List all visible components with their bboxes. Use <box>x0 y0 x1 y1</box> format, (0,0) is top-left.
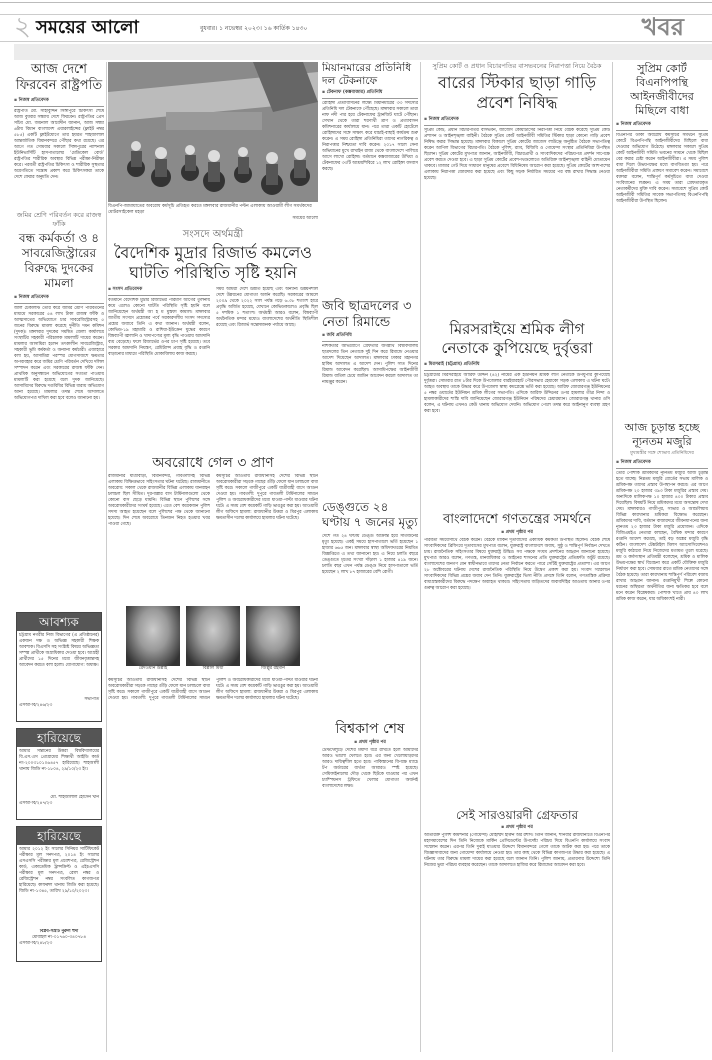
headline: অবরোধে গেল ৩ প্রাণ <box>152 455 274 471</box>
victim-photo <box>126 606 180 672</box>
column-divider <box>612 62 613 1052</box>
body-text: রাজধানীর যাত্রাবাড়ী, বিমানবন্দর, গাবতলীসহ বিভিন্ন এলাকায় বিক্ষিপ্তভাবে সহিংসতার ঘটনা ঘটেছে। রাজধানীতে অবরোধ: সকাল থেকে রাজধানীর বিভিন্ন এলাকায় যানবাহন চলাচল ছিল সীমিত। দূরপাল্লার বাস টার্মিনালগুলো থেকে কোনো বাস ছেড়ে যায়নি। বিভিন্ন স্থানে পুলিশের সঙ্গে অবরোধকারীদের সংঘর্ষ হয়েছে। এতে বেশ কয়েকজন পুলিশ সদস্য আহত হয়েছেন বলে পুলিশের পক্ষ থেকে জানানো হয়েছে। দিন শেষে অবরোধে তিনজন নিহত হওয়ার খবর পাওয়া গেছে। <box>108 474 210 527</box>
section-name: খবর <box>641 13 684 41</box>
article-blockade <box>108 454 318 918</box>
article-worldcup <box>322 720 418 948</box>
kicker: মুখ্যমন্ত্রীর সঙ্গে শোভাব প্রতিনিধিদের <box>630 451 694 456</box>
byline: ▪ নিজস্ব প্রতিবেদক <box>616 122 708 128</box>
body-text: জাল চেকলিস্ট তৈরি করে জমির শ্রেণি পরিবর্তনের মাধ্যমে সরকারের ৫৪ লাখ টাকা রাজস্ব ফাঁকি ও আত্মসাতের অভিযোগে চার সাবরেজিস্ট্রারসহ ৫ জনের বিরুদ্ধে মামলা করেছে দুর্নীতি দমন কমিশন (দুদক)। মঙ্গলবার দুদকের সমন্বিত জেলা কার্যালয়ে সংস্থাটির সহকারী পরিচালক মামলাটি দায়ের করেন। মামলার আসামিরা হলেন তৎকালীন সাবরেজিস্ট্রার, সহকারী ভূমি কর্মকর্তা ও অন্যান্য কর্মচারী। এজাহারে বলা হয়, আসামিরা পরস্পর যোগসাজশে ক্ষমতার অপব্যবহার করে জমির শ্রেণি পরিবর্তন দেখিয়ে দলিল সম্পাদন করেন এবং সরকারের রাজস্ব ফাঁকি দেন। প্রাথমিক অনুসন্ধানে অভিযোগের সত্যতা পাওয়ায় মামলাটি করা হয়েছে বলে দুদক জানিয়েছে। আসামিদের বিরুদ্ধে দণ্ডবিধির বিভিন্ন ধারায় অভিযোগ আনা হয়েছে। মামলার তদন্ত শেষে আদালতে অভিযোগপত্র দাখিল করা হবে বলেও জানানো হয়। <box>14 306 104 401</box>
headline: বিশ্বকাপ শেষ <box>335 721 405 737</box>
article-dengue <box>322 500 418 714</box>
page-number: ২ <box>14 12 31 42</box>
victim-photo <box>186 606 240 672</box>
portrait-name: রেদওয়ান উল্লাহ <box>138 666 168 671</box>
divider <box>322 98 418 99</box>
photo-credit: সময়ের আলো <box>292 216 318 221</box>
caption-text: বিএনপি-জামায়াতের অবরোধ কর্মসূচি প্রতিহত করতে মঙ্গলবার রাজধানীর পল্টন এলাকায় আওয়ামী লীগ সমর্থকদের মোটরসাইকেল মহড়া <box>108 204 312 215</box>
headline: সুপ্রিম কোর্ট বিএনপিপন্থি আইনজীবীদের মিছিলে বাধা <box>630 62 694 117</box>
left-column <box>14 62 104 1056</box>
byline: ▪ জবি প্রতিনিধি <box>322 333 418 339</box>
body-text: বর্তমানে বৈদেশিক মুদ্রার রিজার্ভের পরিমাণ আগের তুলনায় কমে এলেও কোনো ঘাটতি পরিস্থিতি সৃষ্টি হয়নি বলে জানিয়েছেন অর্থমন্ত্রী আ হ ম মুস্তফা কামাল। মঙ্গলবার জাতীয় সংসদে প্রশ্নোত্তর পর্বে সরকারদলীয় সংসদ সদস্যের প্রশ্নের জবাবে তিনি এ কথা জানান। অর্থমন্ত্রী বলেন, কোভিড-১৯ মহামারি ও রাশিয়া-ইউক্রেন যুদ্ধের কারণে বিশ্বব্যাপী জ্বালানি ও খাদ্যপণ্যের মূল্য বৃদ্ধি পাওয়ায় আমদানি ব্যয় বেড়েছে। ফলে রিজার্ভের ওপর চাপ সৃষ্টি হয়েছে। তবে সরকার আমদানি নিয়ন্ত্রণ, রেমিট্যান্স প্রবাহ বৃদ্ধি ও রপ্তানি বাড়ানোর মাধ্যমে পরিস্থিতি মোকাবিলায় কাজ করছে। <box>108 298 210 357</box>
body-text: দেশে গত ২৪ ঘণ্টায় ডেঙ্গু আক্রান্ত হয়ে সাতজনের মৃত্যু হয়েছে। একই সময়ে হাসপাতালে ভর্তি হয়েছেন ১ হাজার ৬৬৫ জন। মঙ্গলবার স্বাস্থ্য অধিদফতরের নিয়মিত বিজ্ঞপ্তিতে এ তথ্য জানানো হয়। এ নিয়ে চলতি বছরে ডেঙ্গুতে মৃতের সংখ্যা দাঁড়াল ১ হাজার ৪১৯ জনে। চলতি বছর এখন পর্যন্ত ডেঙ্গু নিয়ে হাসপাতালে ভর্তি হয়েছেন ২ লাখ ৮৭ হাজারের বেশি রোগী। <box>322 534 418 575</box>
lead-photo <box>108 62 318 202</box>
classified-heading: আবশ্যক <box>17 613 101 631</box>
body-text: নাশকতার অভিযোগে গ্রেফতার জগন্নাথ বিশ্ববিদ্যালয় ছাত্রদলের তিন নেতাকে দুই দিন করে রিমান্ডে নেওয়ার আদেশ দিয়েছেন আদালত। মঙ্গলবার ঢাকার মহানগর হাকিম আদালত এ আদেশ দেন। পুলিশ সাত দিনের রিমান্ড আবেদন করেছিল। আসামিপক্ষের আইনজীবী রিমান্ড বাতিল চেয়ে জামিন আবেদন করলে আদালত তা নামঞ্জুর করেন। <box>322 344 418 385</box>
divider <box>322 341 418 342</box>
article-land <box>14 211 104 606</box>
headline: বৈদেশিক মুদ্রার রিজার্ভ কমলেও ঘাটতি পরিস্থিতি সৃষ্টি হয়নি <box>113 243 313 282</box>
body-text: সুপ্রিম কোর্ট, প্রধান বিচারপতির বাসভবন, জাজেস কোয়ার্টার্সের নিরাপত্তা নিয়ে বৈঠক করেছে সুপ্রিম কোর্ট প্রশাসন ও আইনশৃঙ্খলা বাহিনী। বৈঠকে সুপ্রিম কোর্ট আইনজীবী সমিতির স্টিকার ছাড়া কোনো গাড়ি প্রবেশ নিষিদ্ধ করার সিদ্ধান্ত হয়েছে। মঙ্গলবার বিকালে সুপ্রিম কোর্টের জাজেস লাউঞ্জে অনুষ্ঠিত বৈঠকে সভাপতিত্ব করেন আপিল বিভাগের বিচারপতি। বৈঠকে পুলিশ, র‍্যাব, বিজিবি ও গোয়েন্দা সংস্থার প্রতিনিধিরা উপস্থিত ছিলেন। সুপ্রিম কোর্টের মুখপাত্র জানান, আইনজীবী, বিচারপ্রার্থী ও সাংবাদিকদের পরিচয়পত্র প্রদর্শন সাপেক্ষে প্রবেশ করতে দেওয়া হবে। এ ছাড়া সুপ্রিম কোর্টের প্রবেশপথগুলোতে অতিরিক্ত আইনশৃঙ্খলা বাহিনী মোতায়েন থাকবে। মাজার গেট দিয়ে সাধারণ মানুষের প্রবেশে বিধিনিষেধ আরোপ করা হয়েছে। সুপ্রিম কোর্টের আশপাশের এলাকায় নিরাপত্তা জোরদার করা হয়েছে এবং কিছু সড়ক নির্ধারিত সময়ের পর বন্ধ রাখার সিদ্ধান্ত নেওয়া হয়েছে। <box>424 128 610 181</box>
article-myanmar <box>322 62 418 293</box>
byline: ▪ নিজস্ব প্রতিবেদক <box>616 460 708 466</box>
divider <box>108 295 210 296</box>
article-arrest <box>424 808 610 965</box>
headline: বারের স্টিকার ছাড়া গাড়ি প্রবেশ নিষিদ্ধ <box>437 73 597 112</box>
headline: মিয়ানমারের প্রতিনিধি দল টেকনাফে <box>322 62 412 87</box>
divider <box>14 303 104 304</box>
continued-label: ▪ প্রথম পৃষ্ঠার পর <box>424 825 610 831</box>
portrait-image <box>126 606 180 666</box>
portrait-image <box>186 606 240 666</box>
body-text: পরিবর্তী সময়েসাথে বৈঠক করেন। বৈঠকে মার্কিন দূতাবাসের একাধিক কর্মকর্তা উপস্থিত ছিলেন। বৈঠক শেষে সাংবাদিকদের ব্রিফিংয়ে দূতাবাসের মুখপাত্র বলেন, যুক্তরাষ্ট্র বাংলাদেশে অবাধ, সুষ্ঠু ও শান্তিপূর্ণ নির্বাচন দেখতে চায়। রাজনৈতিক সহিংসতার বিষয়ে যুক্তরাষ্ট্র উদ্বিগ্ন। সব পক্ষকে সংযম প্রদর্শনের আহ্বান জানানো হয়েছে। মুখপাত্র আরও বলেন, গণতন্ত্র, মানবাধিকার ও আইনের শাসনের প্রতি যুক্তরাষ্ট্রের প্রতিশ্রুতি অটুট রয়েছে। বাংলাদেশের জনগণ যেন স্বাধীনভাবে তাদের নেতা নির্বাচন করতে পারে সেটিই যুক্তরাষ্ট্রের প্রত্যাশা। এর আগে ২৮ অক্টোবরের ঘটনায় দেশের রাজনৈতিক পরিস্থিতি নিয়ে উদ্বেগ প্রকাশ করা হয়। সংবাদ সম্মেলনে সাংবাদিকদের বিভিন্ন প্রশ্নের জবাব দেন তিনি। যুক্তরাষ্ট্রের ভিসা নীতি প্রসঙ্গে তিনি বলেন, গণতান্ত্রিক প্রক্রিয়া বাধাগ্রস্তকারীদের বিরুদ্ধে পদক্ষেপ অব্যাহত থাকবে। সহিংসতায় জড়িতদের জবাবদিহির আওতায় আনার ওপর গুরুত্ব আরোপ করা হয়েছে। <box>424 538 610 591</box>
body-text: টেস্টখেলুড়ে দেশের মর্যাদা ধরে রাখতে হলে আমাদের আরও ভালো খেলতে হবে। এর জন্য খেলোয়াড়দের আরও দায়িত্বশীল হতে হবে। পাকিস্তানের বিপক্ষে ম্যাচে টপ অর্ডারের ব্যর্থতা আবারও স্পষ্ট হয়েছে। সেমিফাইনালের দৌড় থেকে ছিটকে যাওয়ার পর এখন চ্যাম্পিয়নস ট্রফিতে খেলার যোগ্যতা অর্জনই বাংলাদেশের লক্ষ্য। <box>322 748 418 789</box>
body-text: অতিরিক্ত পুলিশ কমিশনার (গোয়েন্দা) মোহাম্মদ হারুন অর রশীদ। তিনি জানান, শনিবার রাজধানীতে বিএনপির মহাসমাবেশের দিন তিনি নিজেকে মার্কিন প্রেসিডেন্টের উপদেষ্টা পরিচয় দিয়ে বিএনপি কার্যালয়ে সংবাদ সম্মেলন করেন। এরপর তিনি দুবাই যাওয়ার উদ্দেশে বিমানবন্দরে গেলে তাকে আটক করা হয়। পরে তাকে জিজ্ঞাসাবাদের জন্য গোয়েন্দা কার্যালয়ে নেওয়া হয়। তার কাছ থেকে বিভিন্ন কাগজপত্র উদ্ধার করা হয়েছে। এ ঘটনায় তার বিরুদ্ধে মামলা দায়ের করা হয়েছে বলে জানান তিনি। পুলিশ জানায়, প্রতারণার উদ্দেশ্যে তিনি নিজের ভুয়া পরিচয় ব্যবহার করেছেন। তাকে আদালতে হাজির করে রিমান্ডের আবেদন করা হবে। <box>424 833 610 868</box>
kicker: সংসদে অর্থমন্ত্রী <box>182 229 244 240</box>
body-text: বিএনপির ডাকা অবরোধ কর্মসূচির সমর্থনে সুপ্রিম কোর্টে বিএনপিপন্থি আইনজীবীদের মিছিলে বাধা দেওয়ার অভিযোগ উঠেছে। মঙ্গলবার সকালে সুপ্রিম কোর্ট আইনজীবী সমিতি ভবনের সামনে থেকে মিছিল বের করার চেষ্টা করেন আইনজীবীরা। এ সময় পুলিশ বাধা দিলে উভয়পক্ষের মধ্যে বাগবিতণ্ডা হয়। পরে আইনজীবীরা সমিতি প্রাঙ্গণে সমাবেশ করেন। সমাবেশে বক্তারা বলেন, শান্তিপূর্ণ কর্মসূচিতে বাধা দেওয়া সংবিধানের লঙ্ঘন। এ সময় তারা গ্রেফতারকৃত নেতাকর্মীদের মুক্তি দাবি করেন। সমাবেশে সুপ্রিম কোর্ট আইনজীবী সমিতির সাবেক সভাপতিসহ বিএনপিপন্থি আইনজীবীরা উপস্থিত ছিলেন। <box>616 133 708 204</box>
byline: ▪ টেকনাফ (কক্সবাজার) প্রতিনিধি <box>322 90 418 96</box>
article-jabi <box>322 299 418 494</box>
classified-body: আমার সন্তানের উত্তরা বিশ্ববিদ্যালয়ের বি.এস.এস প্রোগ্রামের শিক্ষার্থী আইডি কার্ড নং-২০০৩১০১০৬৪৫৭ হারিয়েছে। শাহআলী থানায় জিডি নং-১৮০৪, ২৯/১০/২৩ ইং। <box>19 749 99 772</box>
header-grey-bar <box>14 44 712 60</box>
classified-signoff: সভাপতি <box>84 697 99 702</box>
headline: ডেঙ্গুতে ২৪ ঘণ্টায় ৭ জনের মৃত্যু <box>322 500 418 529</box>
body-text: রোহিঙ্গা প্রত্যাবাসনের লক্ষ্যে মিয়ানমারের ৩৩ সদস্যের প্রতিনিধি দল টেকনাফে পৌঁছেছে। মঙ্গলবার সকালে তারা নাফ নদী পার হয়ে টেকনাফের ট্রানজিট ঘাটে পৌঁছান। সেখান থেকে তারা শরণার্থী ত্রাণ ও প্রত্যাবাসন কমিশনারের কার্যালয়ে যান। পরে তারা একটি হোটেলে রোহিঙ্গাদের সঙ্গে সাক্ষাৎ করে যাচাই-বাছাই কার্যক্রম শুরু করেন। এ সময় রোহিঙ্গা প্রতিনিধিরা তাদের নাগরিকত্ব ও নিরাপত্তার নিশ্চয়তা দাবি করেন। ২০১৭ সালে সেনা অভিযানের মুখে রাখাইন রাজ্য থেকে বাংলাদেশে পালিয়ে আসে লাখো রোহিঙ্গা। বর্তমানে কক্সবাজারের উখিয়া ও টেকনাফের ৩৩টি আশ্রয়শিবিরে ১২ লাখ রোহিঙ্গা বসবাস করছে। <box>322 101 418 172</box>
body-text: তৈরি পোশাক শ্রমিকদের ন্যূনতম মজুরি আজ চূড়ান্ত হতে যাচ্ছে। নিম্নতম মজুরি বোর্ডের সভায় মালিক ও শ্রমিকপক্ষ তাদের প্রস্তাব উপস্থাপন করবে। এর আগে শ্রমিকপক্ষ ২০ হাজার ৩৯৩ টাকা মজুরির প্রস্তাব দেয়। অন্যদিকে মালিকপক্ষ ১০ হাজার ৪০০ টাকার প্রস্তাব দিয়েছিল। বিষয়টি নিয়ে শ্রমিকদের মধ্যে অসন্তোষ দেখা দেয়। মঙ্গলবারও গাজীপুর, সাভার ও আশুলিয়ায় বিভিন্ন কারখানার শ্রমিকরা বিক্ষোভ করেছেন। শ্রমিকদের দাবি, বর্তমান বাজারদরে জীবনযাপনের জন্য ন্যূনতম ২৩ হাজার টাকা মজুরি প্রয়োজন। এদিকে বিজিএমইএ নেতারা বলছেন, বৈশ্বিক মন্দার কারণে রপ্তানি আদেশ কমেছে, তাই বড় অঙ্কের মজুরি বৃদ্ধি কঠিন। বাংলাদেশ টেক্সটাইল মিলস অ্যাসোসিয়েশনও মজুরি কাঠামো নিয়ে নিজেদের মতামত তুলে ধরেছে। শ্রম ও কর্মসংস্থান প্রতিমন্ত্রী বলেছেন, শ্রমিক ও মালিক উভয়পক্ষের স্বার্থ বিবেচনা করে একটি যৌক্তিক মজুরি নির্ধারণ করা হবে। সোমবার রাতে শ্রমিক নেতাদের সঙ্গে বৈঠক হয়েছে। তারা কারখানায় শান্তিপূর্ণ পরিবেশ বজায় রাখার আহ্বান জানান। রপ্তানিমুখী শিল্পে কোনো ধরনের অস্থিরতা অর্থনীতির জন্য ক্ষতিকর হবে বলে মনে করেন বিশ্লেষকরা। পোশাক খাতে প্রায় ৪০ লাখ শ্রমিক কাজ করেন, যার অধিকাংশই নারী। <box>616 471 708 602</box>
victim-photos <box>108 606 318 672</box>
divider <box>14 106 104 107</box>
headline: বাংলাদেশে গণতন্ত্রের সমর্থনে <box>442 512 592 527</box>
classified-contact: মোবাইল নং-০১৭৬০-৩৪০৭৮৪ <box>31 935 87 940</box>
article-mirsharai <box>424 320 610 505</box>
centre-left-column <box>108 62 318 1056</box>
divider <box>424 125 610 126</box>
divider <box>616 130 708 131</box>
article-bnp-lawyers <box>616 62 708 415</box>
article-sticker <box>424 62 610 314</box>
classified-ref: এসআ-বি/২৪৭/২৩ <box>19 801 53 806</box>
classified-signoff: মো. শাহজালাল হোসেন খান <box>50 795 99 800</box>
classified-heading: হারিয়েছে <box>17 729 101 747</box>
top-rule <box>0 2 712 3</box>
divider <box>424 370 610 371</box>
byline: ▪ নিজস্ব প্রতিবেদক <box>14 295 104 301</box>
classified-ref: এসআ-বি/২৪৮/২৩ <box>19 941 53 946</box>
column-divider <box>106 62 107 1052</box>
article-reserve <box>108 228 318 448</box>
kicker: সুপ্রিম কোর্ট ও প্রধান বিচারপতির বাসভবনের নিরাপত্তা নিয়ে বৈঠক <box>432 62 602 70</box>
continued-label: ▪ প্রথম পৃষ্ঠার পর <box>322 740 418 746</box>
classified-body: চট্টগ্রাম নগরীর নিজ বিভাগের (এ প্রতিষ্ঠানের) একজন দক্ষ ও অভিজ্ঞ সহকারী শিক্ষক আবশ্যক। বিএসসি সহ সংশ্লিষ্ট বিষয়ে অভিজ্ঞতা সম্পন্ন প্রার্থীকে অগ্রাধিকার দেওয়া হবে। আগ্রহী প্রার্থীদের ১৫ দিনের মধ্যে জীবনবৃত্তান্তসহ আবেদন করতে বলা হলো। যোগাযোগ: অধ্যক্ষ। <box>19 633 99 668</box>
article-president <box>14 62 104 205</box>
headline: আজ চূড়ান্ত হচ্ছে ন্যূনতম মজুরি <box>624 421 700 448</box>
headline: সেই সারওয়ারদী গ্রেফতার <box>455 808 579 822</box>
divider <box>616 468 708 469</box>
body-text: কর্মসূচির আওতায় রাজধানীসহ দেশের বিভিন্ন স্থানে অবরোধকারীরা সড়কে গাছের গুঁড়ি ফেলে যান চলাচলে বাধা সৃষ্টি করে। সকালে গাজীপুরে একটি যাত্রীবাহী বাসে আগুন দেওয়া হয়। গাবতলী: দুপুরে গাবতলী টার্মিনালের সামনে পুলিশ ও অবরোধকারীদের মধ্যে ধাওয়া-পাল্টা ধাওয়ার ঘটনা ঘটে। এ সময় বেশ কয়েকটি গাড়ি ভাঙচুর করা হয়। আওয়ামী লীগ অফিসে হামলা: রাজধানীর উত্তরা ও মিরপুর এলাকায় ক্ষমতাসীন দলের কার্যালয়ে হামলার ঘটনা ঘটেছে। <box>216 474 318 521</box>
dateline: বুধবার। ১ নভেম্বর ২০২৩। ১৬ কার্তিক ১৪৩০ <box>200 25 308 32</box>
byline: ▪ সংসদ প্রতিবেদক <box>108 287 210 293</box>
classified-body: আমার ২০১২ ইং সালের সিনিয়র সার্টিফিকেট পরীক্ষার মূল সনদপত্র, ২০১৪ ইং সালের এসএসসি পরীক্ষার মূল প্রবেশপত্র, রেজিস্ট্রেশন কার্ড, একাডেমিক ট্রান্সক্রিপ্ট ও এইচএসসি পরীক্ষার মূল সনদপত্র, রোল নম্বর ও রেজিস্ট্রেশন নম্বর সংবলিত কাগজপত্র হারিয়েছে। কাফরুল থানায় জিডি করা হয়েছে। জিডি নং-১৩৪৫, তারিখ ২৯/১০/২০২৩। <box>19 847 99 894</box>
article-wages <box>616 421 708 1011</box>
body-text: রাষ্ট্রপতি মো. সাহাবুদ্দিন সিঙ্গাপুরে চিকিৎসা শেষে আজ বুধবার সন্ধ্যায় দেশে ফিরবেন। রাষ্ট্রপতির প্রেস সচিব মো. জয়নাল আবেদীন জানান, আজ সন্ধ্যা ৬টায় বিমান বাংলাদেশ এয়ারলাইন্সের (ফ্লাইট নম্বর ৫৮৫) একটি ফ্লাইটযোগে তার হযরত শাহজালাল আন্তর্জাতিক বিমানবন্দরে পৌঁছার কথা রয়েছে। এর আগে গত সোমবার সকালে সিঙ্গাপুরের ন্যাশনাল ইউনিভার্সিটি হাসপাতালের ‘মেডিকেল বোর্ড’ রাষ্ট্রপতির শারীরিক অবস্থার বিভিন্ন পরীক্ষা-নিরীক্ষা করে। পরবর্তী রাষ্ট্রপতির চিকিৎসা ও শারীরিক সুস্থতার অগ্রগতিতে সন্তোষ প্রকাশ করে চিকিৎসকরা তাকে দেশে ফেরার অনুমতি দেন। <box>14 109 104 180</box>
portrait-image <box>246 606 300 666</box>
headline: বন্ধ কর্মকর্তা ও ৪ সাবরেজিস্ট্রারের বিরুদ্ধে দুদকের মামলা <box>18 231 100 290</box>
byline: ▪ মিরসরাই (চট্টগ্রাম) প্রতিনিধি <box>424 362 610 368</box>
victim-photo <box>246 606 300 672</box>
paper-name: সময়ের আলো <box>36 17 139 38</box>
byline: ▪ নিজস্ব প্রতিবেদক <box>14 98 104 104</box>
centre-column <box>322 62 418 1056</box>
motorcycle-rally-image <box>108 62 318 202</box>
photo-caption <box>108 204 318 222</box>
headline: জবি ছাত্রদলের ৩ নেতা রিমান্ডে <box>322 299 412 330</box>
centre-right-column <box>424 62 610 1056</box>
classified-heading: হারিয়েছে <box>17 827 101 845</box>
classified-signoff: বিপ্লব-সম্রাট নুরুল হুদা <box>39 929 79 934</box>
body-text: চট্টগ্রামের মিরসরাইয়ে আরিফ উদ্দিন (৪২) নামের এক ইউনিয়ন শ্রমিক লীগ নেতাকে উপর্যুপরি কুপিয়েছে দুর্বৃত্তরা। সোমবার রাত ৮টার দিকে উপজেলার বারইয়ারহাট পৌরসভার হেয়াকো সড়ক এলাকায় এ ঘটনা ঘটে। আহত অবস্থায় তাকে উদ্ধার করে উপজেলা স্বাস্থ্য কমপ্লেক্সে ভর্তি করা হয়েছে। আরিফ জোরারগঞ্জ ইউনিয়নের ৫ নম্বর ওয়ার্ডের ইউনিয়ন শ্রমিক লীগের সভাপতি। এদিকে আরিফ উদ্দিনের ওপর হামলার তীব্র নিন্দা ও হামলাকারীদের শাস্তি দাবি জানিয়েছেন জোরারগঞ্জ ইউনিয়ন পরিষদের চেয়ারম্যান। জোরারগঞ্জ থানার ওসি বলেন, এ ঘটনায় এখনও কেউ থানায় অভিযোগ দেয়নি। অভিযোগ পেলে তদন্ত করে আইনানুগ ব্যবস্থা গ্রহণ করা হবে। <box>424 373 610 414</box>
headline: মিরসরাইয়ে শ্রমিক লীগ নেতাকে কুপিয়েছে দুর্বৃত্তরা <box>441 320 593 357</box>
kicker: জমির শ্রেণি পরিবর্তন করে রাজস্ব ফাঁকি <box>16 211 102 228</box>
classified-ref: এসআ-বি/২৪৬/২৩ <box>19 703 53 708</box>
article-democracy <box>424 511 610 802</box>
byline: ▪ নিজস্ব প্রতিবেদক <box>424 117 610 123</box>
classified-ad <box>16 826 102 962</box>
portrait-name: জিল্লুর রহমান <box>261 666 285 671</box>
continued-label: ▪ প্রথম পৃষ্ঠার পর <box>424 530 610 536</box>
body-text-continued: কর্মসূচির আওতায় রাজধানীসহ দেশের বিভিন্ন স্থানে অবরোধকারীরা সড়কে গাছের গুঁড়ি ফেলে যান চলাচলে বাধা সৃষ্টি করে। সকালে গাজীপুরে একটি যাত্রীবাহী বাসে আগুন দেওয়া হয়। গাবতলী: দুপুরে গাবতলী টার্মিনালের সামনে পুলিশ ও অবরোধকারীদের মধ্যে ধাওয়া-পাল্টা ধাওয়ার ঘটনা ঘটে। এ সময় বেশ কয়েকটি গাড়ি ভাঙচুর করা হয়। আওয়ামী লীগ অফিসে হামলা: রাজধানীর উত্তরা ও মিরপুর এলাকায় ক্ষমতাসীন দলের কার্যালয়ে হামলার ঘটনা ঘটেছে। <box>108 678 318 701</box>
classified-ad <box>16 612 102 722</box>
portrait-name: বিল্লাল মিয়া <box>202 666 224 671</box>
body-text: সময় আমরা দেশে উন্নীত হয়েছি এবং অন্যান্য উন্নয়নশীল দেশে উন্নয়নের যোগ্যতা অর্জন করেছি। সরকারের আমলে ২০০৯ থেকে ২০২২ সাল পর্যন্ত গড়ে ৬.৩৮ শতাংশ হারে প্রবৃদ্ধি অর্জিত হয়েছে, যেখানে কোভিডকালেও প্রবৃদ্ধি ছিল ৫ দশমিক ১ শতাংশ। অর্থমন্ত্রী আরও বলেন, বিশ্বব্যাপী অর্থনৈতিক মন্দার মধ্যেও বাংলাদেশের অর্থনীতি স্থিতিশীল রয়েছে এবং রিজার্ভ সন্তোষজনক পর্যায়ে আছে। <box>216 287 318 328</box>
column-divider <box>420 62 421 1052</box>
headline: আজ দেশে ফিরবেন রাষ্ট্রপতি <box>15 62 103 93</box>
classified-ad <box>16 728 102 820</box>
right-column <box>616 62 708 1056</box>
